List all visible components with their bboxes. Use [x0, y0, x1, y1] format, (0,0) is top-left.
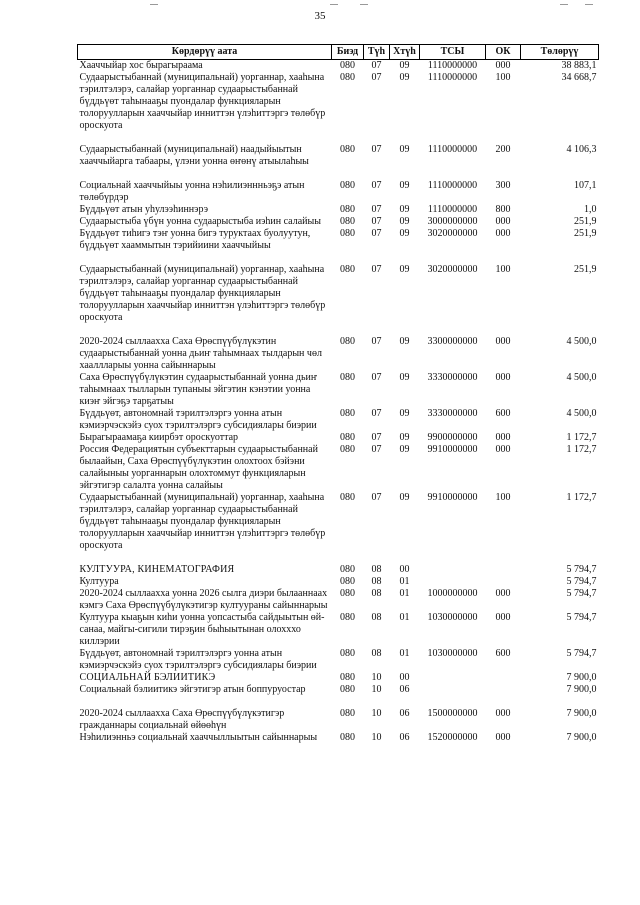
row-tyh: 07: [371, 204, 382, 215]
row-spacer: [78, 252, 599, 264]
row-sum: 5 794,7: [566, 648, 597, 659]
row-tsy: 9910000000: [427, 444, 478, 455]
row-htyh: 01: [399, 576, 410, 587]
row-spacer: [78, 552, 599, 564]
row-sum: 7 900,0: [566, 732, 597, 743]
row-htyh: 09: [399, 60, 410, 71]
row-sum: 4 500,0: [566, 372, 597, 383]
row-ok: [486, 684, 521, 696]
row-htyh: 09: [399, 492, 410, 503]
row-sum: 1 172,7: [566, 444, 597, 455]
header-htyh: Хтүһ: [390, 45, 420, 60]
table-body: [78, 60, 599, 745]
row-ok: 000: [495, 372, 511, 383]
row-bizd: 080: [340, 444, 355, 455]
row-spacer: [78, 324, 599, 336]
row-tyh: 07: [371, 408, 382, 419]
row-tsy: 3330000000: [427, 372, 478, 383]
row-sum: 38 883,1: [561, 60, 597, 71]
header-name: Көрдөрүү аата: [78, 45, 332, 60]
row-bizd: 080: [340, 432, 355, 443]
row-tsy: 3300000000: [427, 336, 478, 347]
row-name: Судаарыстыба үбүн уонна судаарыстыба иэһин салайыы: [79, 216, 321, 227]
row-name: Нэһилиэнньэ социальнай хааччыллыытын сайыннарыы: [79, 732, 318, 743]
row-htyh: 01: [399, 588, 410, 599]
row-htyh: 00: [399, 672, 410, 683]
row-sum: 5 794,7: [566, 588, 597, 599]
row-name: Бүддьүөт, автономнай тэрилтэлэргэ уонна атын кэмиэрчэскэйэ суох тэрилтэлэргэ субсидиялары биэрии: [79, 408, 317, 431]
row-htyh: 09: [399, 204, 410, 215]
row-ok: 100: [495, 264, 511, 275]
header-ok: ОК: [486, 45, 521, 60]
section-row: [78, 672, 599, 684]
row-name: Бүддьүөт тиһигэ тэҥ уонна бигэ туруктаах буолуутун, бүддьүөт хааммытын тэрийиини хааччыйыы: [79, 228, 311, 251]
row-name: Култуура: [79, 576, 119, 587]
page-number: 35: [314, 10, 326, 22]
row-tsy: 1030000000: [427, 612, 478, 623]
row-htyh: 09: [399, 216, 410, 227]
row-sum: 5 794,7: [566, 564, 597, 575]
row-tsy: 1110000000: [427, 72, 478, 83]
spacer-cell: [78, 696, 599, 708]
row-tsy: [420, 564, 486, 576]
row-tsy: 1110000000: [427, 204, 478, 215]
row-name: Социальнай хааччыйыы уонна нэһилиэннньэҕэ атын төлөбүрдэр: [79, 180, 305, 203]
header-tsy: ТСЫ: [420, 45, 486, 60]
row-htyh: 09: [399, 144, 410, 155]
row-name: Судаарыстыбаннай (муниципальнай) уорганнар, хааһына тэрилтэлэрэ, салайар уорганнар судаарыстыбаннай бүддьүөт таһынааҕы пуондалар функцияларын толоруулларын хааччыйар инниттэн үлэһиттэргэ төлөбүр ороскуота: [79, 264, 326, 323]
row-bizd: 080: [340, 588, 355, 599]
table-row: [78, 228, 599, 252]
row-ok: 000: [495, 60, 511, 71]
row-tyh: 10: [371, 672, 382, 683]
table-row: [78, 264, 599, 324]
row-name: СОЦИАЛЬНАЙ БЭЛИИТИКЭ: [79, 672, 216, 683]
row-sum: 251,9: [574, 264, 597, 275]
row-spacer: [78, 168, 599, 180]
row-bizd: 080: [340, 372, 355, 383]
table-row: [78, 72, 599, 132]
row-name: Россия Федерациятын субъекттарын судаарыстыбаннай былаайын, Саха Өрөспүүбүлүкэтин олохтоох бэйэни салайыныы уорганнарын олохтоммут функцияларын эйгэтигэр салалта уонна салайыы: [79, 444, 318, 491]
table-row: [78, 372, 599, 408]
table-row: [78, 336, 599, 372]
row-htyh: 09: [399, 372, 410, 383]
row-bizd: 080: [340, 216, 355, 227]
row-name: Хааччыйар хос бырагыраама: [79, 60, 203, 71]
row-tsy: 3000000000: [427, 216, 478, 227]
row-ok: 200: [495, 144, 511, 155]
row-tyh: 08: [371, 564, 382, 575]
row-sum: 251,9: [574, 228, 597, 239]
row-tsy: 1110000000: [427, 60, 478, 71]
row-sum: 5 794,7: [566, 576, 597, 587]
row-tsy: [420, 684, 486, 696]
row-sum: 4 106,3: [566, 144, 597, 155]
row-ok: 600: [495, 648, 511, 659]
row-bizd: 080: [340, 708, 355, 719]
row-sum: 34 668,7: [561, 72, 597, 83]
row-name: Бүддьүөт, автономнай тэрилтэлэргэ уонна атын кэмиэрчэскэйэ суох тэрилтэлэргэ субсидиялары биэрии: [79, 648, 317, 671]
row-bizd: 080: [340, 204, 355, 215]
table-row: [78, 180, 599, 204]
row-ok: [486, 576, 521, 588]
row-ok: 000: [495, 336, 511, 347]
row-tsy: 1110000000: [427, 180, 478, 191]
table-row: [78, 684, 599, 696]
row-sum: 7 900,0: [566, 708, 597, 719]
row-tsy: 1000000000: [427, 588, 478, 599]
row-ok: 000: [495, 444, 511, 455]
row-sum: 7 900,0: [566, 672, 597, 683]
row-sum: 107,1: [574, 180, 597, 191]
spacer-cell: [78, 252, 599, 264]
row-tyh: 07: [371, 372, 382, 383]
row-bizd: 080: [340, 60, 355, 71]
row-ok: 100: [495, 72, 511, 83]
row-tyh: 07: [371, 264, 382, 275]
row-tsy: 9910000000: [427, 492, 478, 503]
table-row: [78, 576, 599, 588]
row-name: КУЛТУУРА, КИНЕМАТОГРАФИЯ: [79, 564, 235, 575]
row-tsy: 1110000000: [427, 144, 478, 155]
row-ok: 000: [495, 612, 511, 623]
row-htyh: 01: [399, 612, 410, 623]
row-tyh: 07: [371, 144, 382, 155]
table-header-row: [78, 45, 599, 60]
row-ok: 300: [495, 180, 511, 191]
row-bizd: 080: [340, 612, 355, 623]
row-bizd: 080: [340, 684, 355, 695]
row-bizd: 080: [340, 576, 355, 587]
row-tyh: 07: [371, 72, 382, 83]
row-tyh: 07: [371, 444, 382, 455]
row-sum: 4 500,0: [566, 408, 597, 419]
row-name: Бүддьүөт атын уһулээһиннэрэ: [79, 204, 208, 215]
table-row: [78, 648, 599, 672]
table-row: [78, 432, 599, 444]
row-tyh: 10: [371, 708, 382, 719]
header-sum: Төлөрүү: [521, 45, 599, 60]
row-bizd: 080: [340, 180, 355, 191]
row-htyh: 09: [399, 180, 410, 191]
row-name: Судаарыстыбаннай (муниципальнай) наадыйыытын хааччыйарга табаары, үлэни уонна өҥөнү атыылаһыы: [79, 144, 309, 167]
row-tyh: 08: [371, 576, 382, 587]
row-name: Судаарыстыбаннай (муниципальнай) уорганнар, хааһына тэрилтэлэрэ, салайар уорганнар судаарыстыбаннай бүддьүөт таһынааҕы пуондалар функцияларын толоруулларын хааччыйар инниттэн үлэһиттэргэ төлөбүр ороскуота: [79, 72, 326, 131]
row-tsy: 3330000000: [427, 408, 478, 419]
row-ok: [486, 564, 521, 576]
row-name: Социальнай бэлиитикэ эйгэтигэр атын боппуруостар: [79, 684, 306, 695]
row-bizd: 080: [340, 336, 355, 347]
row-htyh: 06: [399, 684, 410, 695]
row-sum: 1 172,7: [566, 432, 597, 443]
row-tyh: 07: [371, 432, 382, 443]
row-tsy: 3020000000: [427, 264, 478, 275]
row-sum: 4 500,0: [566, 336, 597, 347]
row-bizd: 080: [340, 564, 355, 575]
row-ok: 100: [495, 492, 511, 503]
table-row: [78, 612, 599, 648]
table-row: [78, 708, 599, 732]
row-name: 2020-2024 сыллаахха уонна 2026 сылга диэри былааннаах кэмгэ Саха Өрөспүүбүлүкэтигэр култуураны сайыннарыы: [79, 588, 328, 611]
row-tsy: 9900000000: [427, 432, 478, 443]
row-bizd: 080: [340, 492, 355, 503]
row-htyh: 09: [399, 72, 410, 83]
row-name: Бырагыраамаҕа киирбэт ороскуоттар: [79, 432, 239, 443]
row-bizd: 080: [340, 648, 355, 659]
spacer-cell: [78, 168, 599, 180]
row-name: 2020-2024 сыллаахха Саха Өрөспүүбүлүкэтин судаарыстыбаннай уонна дьиҥ таһымнаах тылдарын чөл хааллларыы уонна сайыннарыы: [79, 336, 322, 371]
row-tsy: 1520000000: [427, 732, 478, 743]
row-bizd: 080: [340, 72, 355, 83]
row-bizd: 080: [340, 672, 355, 683]
row-tyh: 10: [371, 684, 382, 695]
row-htyh: 09: [399, 264, 410, 275]
budget-table: [77, 44, 599, 744]
table-row: [78, 144, 599, 168]
row-tyh: 07: [371, 228, 382, 239]
row-tyh: 08: [371, 588, 382, 599]
row-name: Судаарыстыбаннай (муниципальнай) уорганнар, хааһына тэрилтэлэрэ, салайар уорганнар судаарыстыбаннай бүддьүөт таһынааҕы пуондалар функцияларын толоруулларын хааччыйар инниттэн үлэһиттэргэ төлөбүр ороскуота: [79, 492, 326, 551]
row-htyh: 01: [399, 648, 410, 659]
row-tyh: 10: [371, 732, 382, 743]
row-tyh: 07: [371, 492, 382, 503]
row-htyh: 09: [399, 444, 410, 455]
row-htyh: 09: [399, 408, 410, 419]
spacer-cell: [78, 132, 599, 144]
row-sum: 1 172,7: [566, 492, 597, 503]
row-htyh: 00: [399, 564, 410, 575]
row-spacer: [78, 132, 599, 144]
row-bizd: 080: [340, 228, 355, 239]
row-tyh: 08: [371, 648, 382, 659]
header-bizd: Биэд: [332, 45, 364, 60]
row-name: Култуура кыаҕын киһи уонна уопсастыба сайдыытын өй-санаа, майгы-сигили тирэҕин быһыытынан олохххо киллэрии: [79, 612, 325, 647]
row-sum: 7 900,0: [566, 684, 597, 695]
spacer-cell: [78, 552, 599, 564]
table-row: [78, 60, 599, 73]
row-tyh: 07: [371, 60, 382, 71]
row-tsy: 3020000000: [427, 228, 478, 239]
row-ok: 600: [495, 408, 511, 419]
row-sum: 5 794,7: [566, 612, 597, 623]
row-ok: 000: [495, 708, 511, 719]
row-htyh: 09: [399, 336, 410, 347]
row-ok: [486, 672, 521, 684]
row-ok: 800: [495, 204, 511, 215]
table-row: [78, 204, 599, 216]
row-htyh: 09: [399, 228, 410, 239]
row-bizd: 080: [340, 732, 355, 743]
row-tyh: 08: [371, 612, 382, 623]
row-tyh: 07: [371, 180, 382, 191]
table-row: [78, 216, 599, 228]
row-tyh: 07: [371, 216, 382, 227]
row-bizd: 080: [340, 144, 355, 155]
spacer-cell: [78, 324, 599, 336]
row-bizd: 080: [340, 408, 355, 419]
row-ok: 000: [495, 432, 511, 443]
row-sum: 1,0: [584, 204, 597, 215]
table-row: [78, 492, 599, 552]
row-ok: 000: [495, 732, 511, 743]
row-ok: 000: [495, 228, 511, 239]
table-row: [78, 408, 599, 432]
header-tyh: Түһ: [364, 45, 390, 60]
row-ok: 000: [495, 216, 511, 227]
section-row: [78, 564, 599, 576]
table-row: [78, 444, 599, 492]
row-tyh: 07: [371, 336, 382, 347]
row-tsy: 1500000000: [427, 708, 478, 719]
row-ok: 000: [495, 588, 511, 599]
row-htyh: 06: [399, 732, 410, 743]
row-tsy: [420, 672, 486, 684]
row-tsy: 1030000000: [427, 648, 478, 659]
row-tsy: [420, 576, 486, 588]
table-row: [78, 732, 599, 744]
row-name: 2020-2024 сыллаахха Саха Өрөспүүбүлүкэтигэр гражданнары социальнай өйөөһүн: [79, 708, 285, 731]
table-row: [78, 588, 599, 612]
row-sum: 251,9: [574, 216, 597, 227]
row-htyh: 09: [399, 432, 410, 443]
row-name: Саха Өрөспүүбүлүкэтин судаарыстыбаннай уонна дьиҥ таһымнаах тылларын тупаныы эйгэтин кэнэтии уонна киэҥ эйгэҕэ тарҕатыы: [79, 372, 318, 407]
row-htyh: 06: [399, 708, 410, 719]
row-bizd: 080: [340, 264, 355, 275]
row-spacer: [78, 696, 599, 708]
